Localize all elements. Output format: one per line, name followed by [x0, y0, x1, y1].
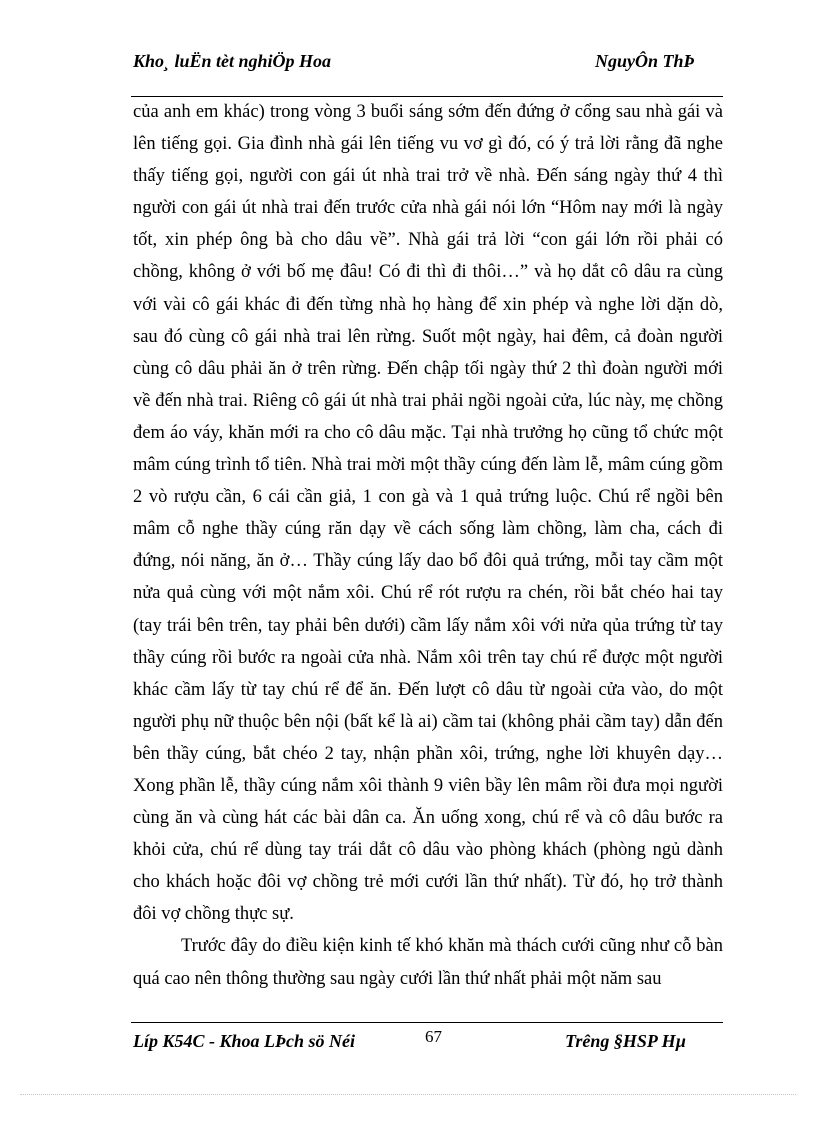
footer-left-text: Líp K54C - Khoa LÞch sö Néi — [133, 1031, 356, 1051]
header-left-text: Kho¸ luËn tèt nghiÖp Hoa — [133, 51, 332, 71]
header-right-text: NguyÔn ThÞ — [595, 51, 695, 71]
paragraph-2: Trước đây do điều kiện kinh tế khó khăn mà thách cưới cũng như cỗ bàn quá cao nên thông thường sau ngày cưới lần thứ nhất phải một năm sau — [133, 936, 723, 989]
page-footer — [133, 1027, 723, 1078]
body-text — [133, 96, 723, 1016]
footer-rule — [131, 1022, 723, 1023]
footer-right-text: Trêng §HSP Hµ — [565, 1031, 687, 1051]
paragraph-1: của anh em khác) trong vòng 3 buổi sáng sớm đến đứng ở cổng sau nhà gái và lên tiếng gọi. Gia đình nhà gái lên tiếng vu vơ gì đó, có ý trả lời rằng đã nghe thấy tiếng gọi, người con gái út nhà trai trở về nhà. Đến sáng ngày thứ 4 thì người con gái út nhà trai đến trước cửa nhà gái nói lớn “Hôm nay mới là ngày tốt, xin phép ông bà cho dâu về”. Nhà gái trả lời “con gái lớn rồi phải có chồng, không ở với bố mẹ đâu! Có đi thì đi thôi…” và họ dắt cô dâu ra cùng với vài cô gái khác đi đến từng nhà họ hàng để xin phép và nghe lời dặn dò, sau đó cùng cô gái nhà trai lên rừng. Suốt một ngày, hai đêm, cả đoàn người cùng cô dâu phải ăn ở trên rừng. Đến chập tối ngày thứ 2 thì đoàn người mới về đến nhà trai. Riêng cô gái út nhà trai phải ngồi ngoài cửa, lúc này, mẹ chồng đem áo váy, khăn mới ra cho cô dâu mặc. Tại nhà trưởng họ cũng tổ chức một mâm cúng trình tổ tiên. Nhà trai mời một thầy cúng đến làm lễ, mâm cúng gồm 2 vò rượu cần, 6 cái cần giả, 1 con gà và 1 quả trứng luộc. Chú rể ngồi bên mâm cỗ nghe thầy cúng răn dạy về cách sống làm chồng, làm cha, cách đi đứng, nói năng, ăn ở… Thầy cúng lấy dao bổ đôi quả trứng, mỗi tay cầm một nửa quả cùng với một nắm xôi. Chú rể rót rượu ra chén, rồi bắt chéo hai tay (tay trái bên trên, tay phải bên dưới) cầm lấy nắm xôi với nửa qủa trứng từ tay thầy cúng rồi bước ra ngoài cửa nhà. Nắm xôi trên tay chú rể được một người khác cầm lấy từ tay chú rể để ăn. Đến lượt cô dâu từ ngoài cửa vào, do một người phụ nữ thuộc bên nội (bất kể là ai) cầm tai (không phải cầm tay) dẫn đến bên thầy cúng, bắt chéo 2 tay, nhận phần xôi, trứng, nghe lời khuyên dạy… Xong phần lễ, thầy cúng nắm xôi thành 9 viên bầy lên mâm rồi đưa mọi người cùng ăn và cùng hát các bài dân ca. Ăn uống xong, chú rể và cô dâu bước ra khỏi cửa, chú rể dùng tay trái dắt cô dâu vào phòng khách (phòng ngủ dành cho khách hoặc đôi vợ chồng trẻ mới cưới lần thứ nhất). Từ đó, họ trở thành đôi vợ chồng thực sự. — [133, 102, 723, 925]
page-number: 67 — [425, 1027, 442, 1046]
page-edge-divider — [20, 1094, 796, 1095]
page-header — [133, 50, 723, 96]
